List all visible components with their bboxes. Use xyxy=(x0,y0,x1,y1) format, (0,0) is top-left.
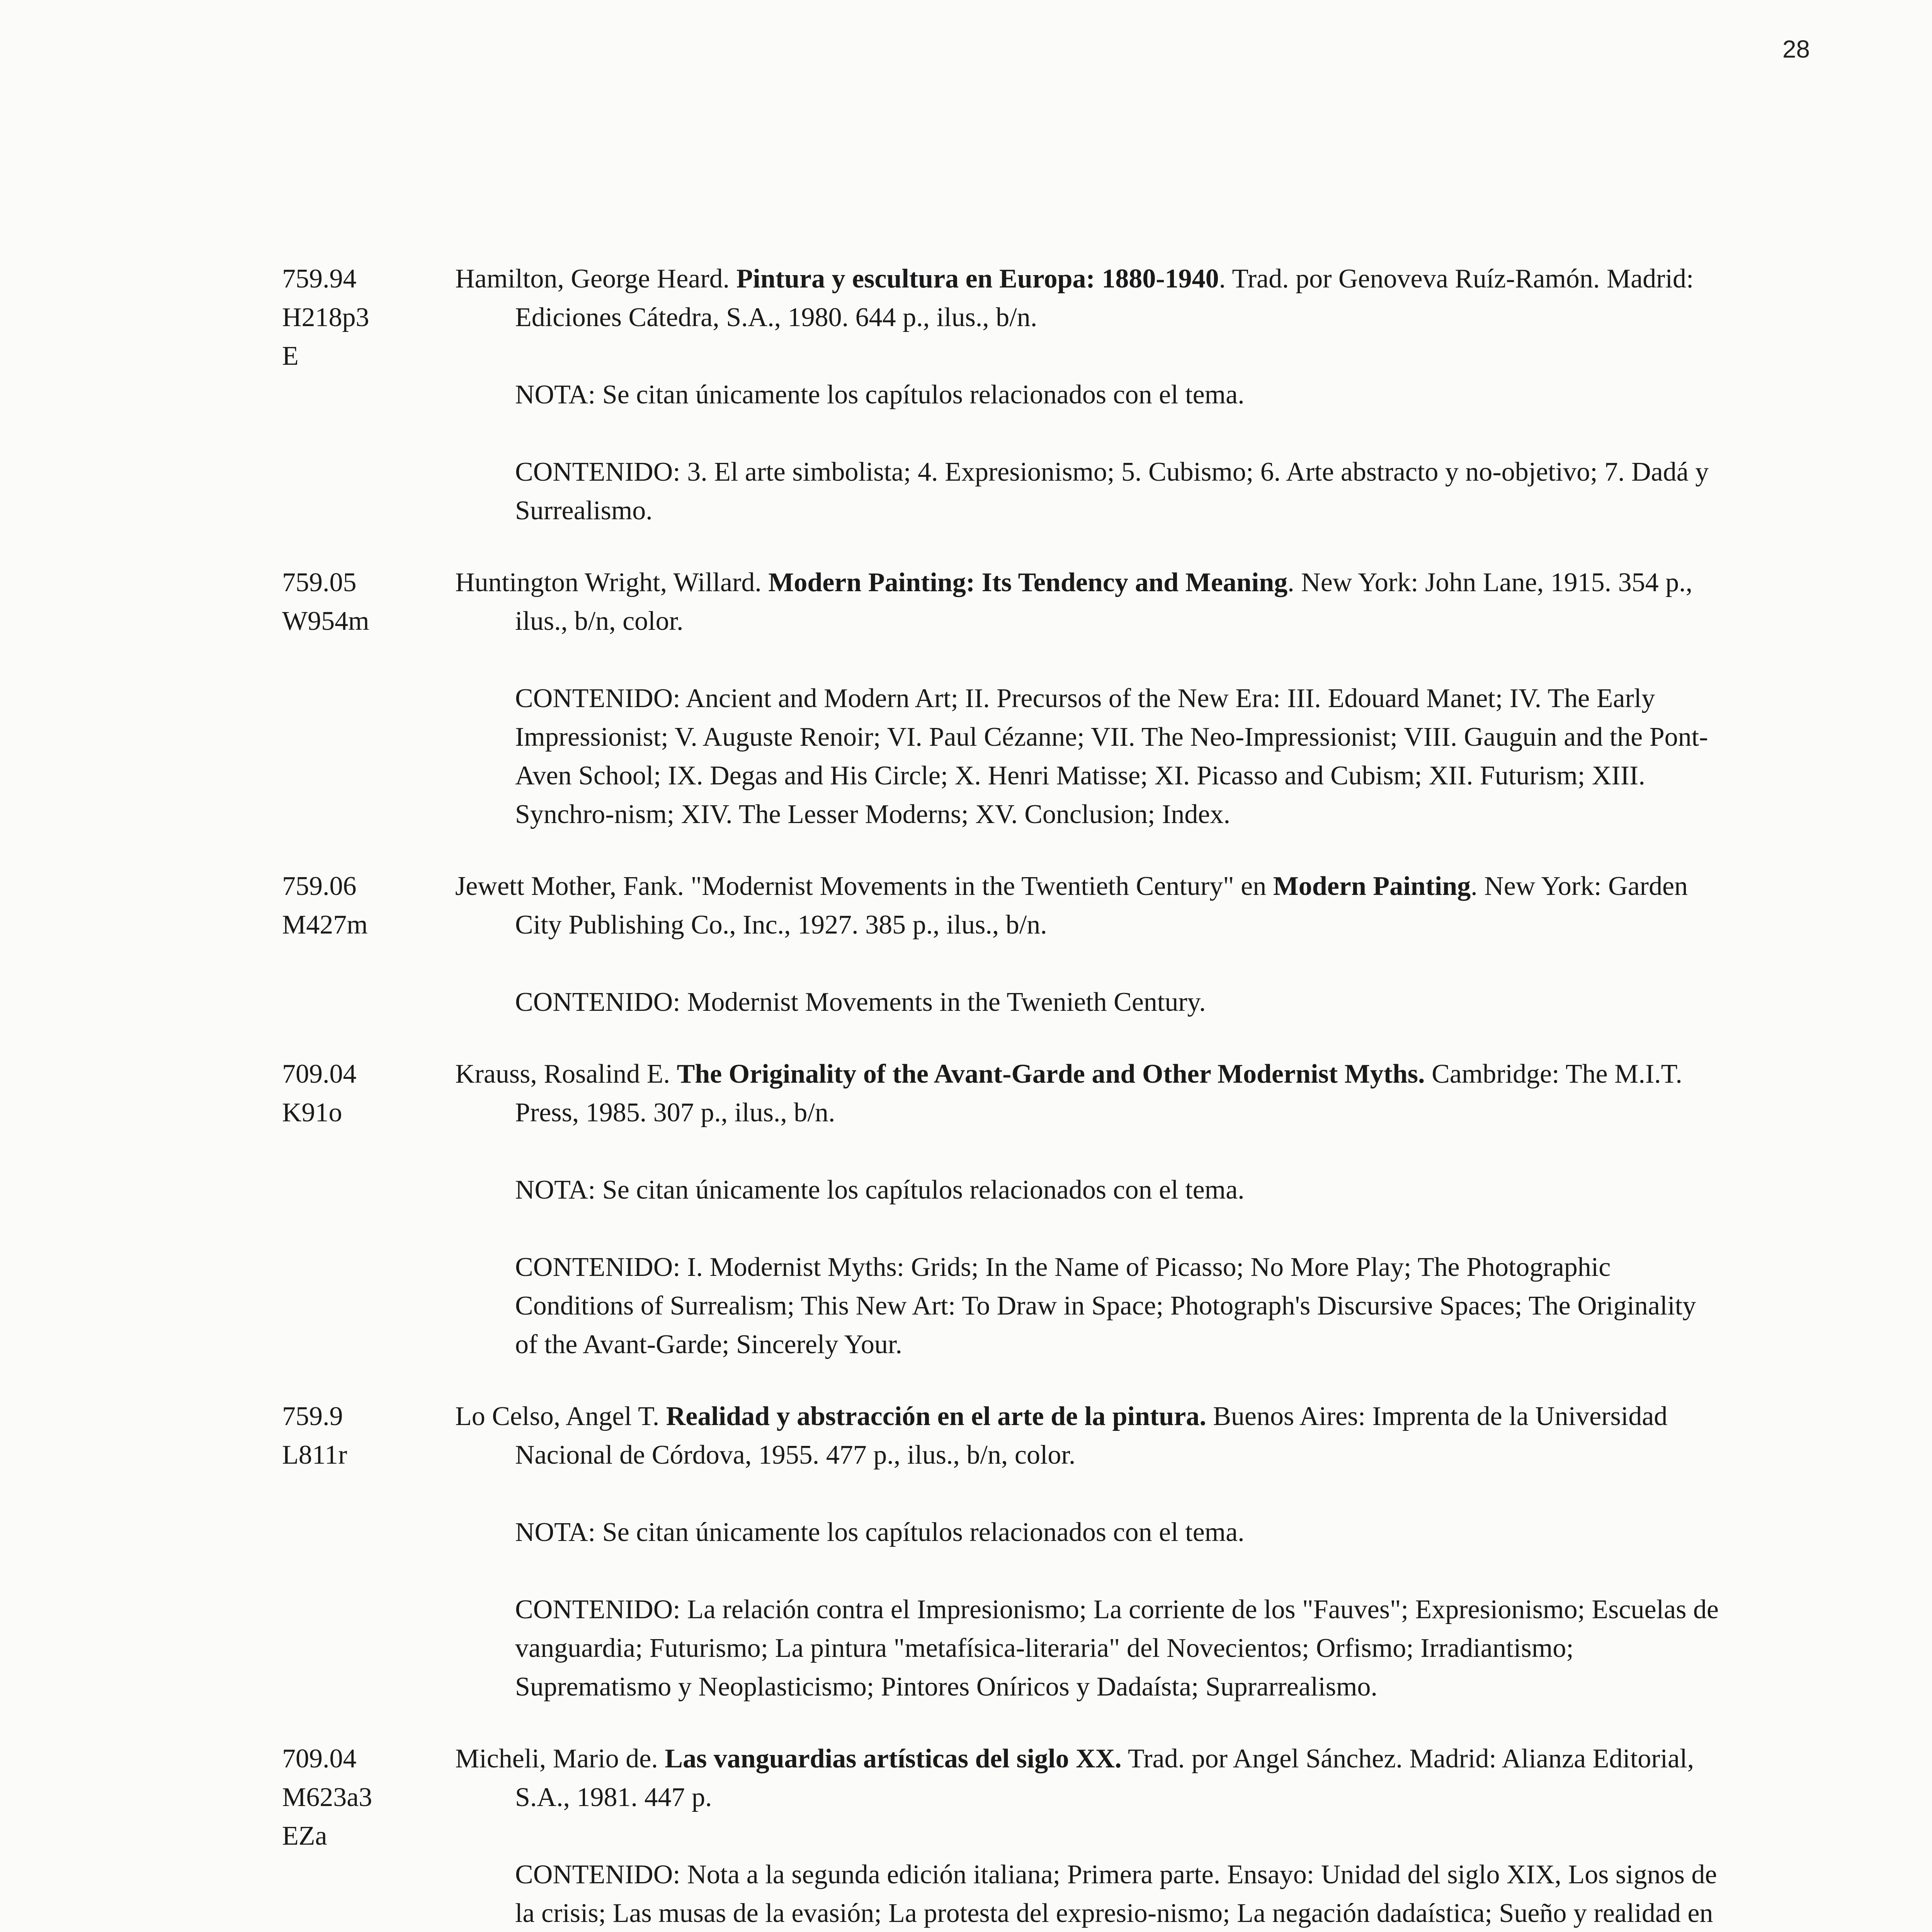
bibliography-entry xyxy=(282,563,1719,834)
nota: NOTA: Se citan únicamente los capítulos relacionados con el tema. xyxy=(515,1175,1245,1205)
citation xyxy=(455,1740,1719,1817)
author: Krauss, Rosalind E. xyxy=(455,1059,670,1089)
call-number xyxy=(282,563,448,641)
nota: NOTA: Se citan únicamente los capítulos relacionados con el tema. xyxy=(515,380,1245,410)
citation xyxy=(455,1055,1719,1132)
bibliography-entry xyxy=(282,867,1719,1022)
page-number: 28 xyxy=(1782,35,1810,63)
call-number-line: M623a3 xyxy=(282,1782,372,1812)
bibliography-entry xyxy=(282,1055,1719,1364)
call-number-line: W954m xyxy=(282,606,369,636)
call-number-line: M427m xyxy=(282,910,368,940)
call-number xyxy=(282,1740,448,1855)
call-number xyxy=(282,867,448,944)
author: Huntington Wright, Willard. xyxy=(455,568,762,597)
book-title: Modern Painting: Its Tendency and Meaning xyxy=(768,568,1288,597)
nota: NOTA: Se citan únicamente los capítulos relacionados con el tema. xyxy=(515,1517,1245,1547)
publication-details: . New York: Garden City Publishing Co., Inc., 1927. 385 p., ilus., b/n. xyxy=(515,871,1688,940)
author: Micheli, Mario de. xyxy=(455,1744,658,1774)
author: Hamilton, George Heard. xyxy=(455,264,730,294)
author: Lo Celso, Angel T. xyxy=(455,1401,660,1431)
publication-details: . New York: John Lane, 1915. 354 p., ilus., b/n, color. xyxy=(515,568,1693,636)
call-number-line: H218p3 xyxy=(282,303,369,332)
call-number-line: 709.04 xyxy=(282,1744,357,1774)
call-number-line: 709.04 xyxy=(282,1059,357,1089)
citation xyxy=(455,867,1719,944)
call-number-line: L811r xyxy=(282,1440,347,1470)
contenido: CONTENIDO: Modernist Movements in the Twenieth Century. xyxy=(515,987,1206,1017)
citation xyxy=(455,1397,1719,1475)
bibliography-entry xyxy=(282,1397,1719,1706)
chapter-title: "Modernist Movements in the Twentieth Century" en xyxy=(690,871,1267,901)
call-number-line: K91o xyxy=(282,1098,342,1128)
contenido: CONTENIDO: Nota a la segunda edición italiana; Primera parte. Ensayo: Unidad del siglo XIX, Los signos de la crisis; Las musas de la evasión; La protesta del expresio-nismo; La negación dadaística; Sueño y realidad en xyxy=(515,1860,1717,1928)
call-number xyxy=(282,1055,448,1132)
contenido: CONTENIDO: I. Modernist Myths: Grids; In the Name of Picasso; No More Play; The Photographic Conditions of Surrealism; This New Art: To Draw in Space; Photograph's Discursive Spaces; The Originality of the Avant-Garde; Sincerely Your. xyxy=(515,1252,1696,1359)
call-number-line: EZa xyxy=(282,1821,327,1851)
call-number-line: 759.94 xyxy=(282,264,357,294)
bibliography-entry xyxy=(282,1740,1719,1932)
publication-details: Trad. por Angel Sánchez. Madrid: Alianza Editorial, S.A., 1981. 447 p. xyxy=(515,1744,1694,1812)
author: Jewett Mother, Fank. xyxy=(455,871,684,901)
publication-details: Buenos Aires: Imprenta de la Universidad Nacional de Córdova, 1955. 477 p., ilus., b/n, color. xyxy=(515,1401,1668,1470)
bibliography-entry xyxy=(282,260,1719,530)
contenido: CONTENIDO: 3. El arte simbolista; 4. Expresionismo; 5. Cubismo; 6. Arte abstracto y no-objetivo; 7. Dadá y Surrealismo. xyxy=(515,457,1709,526)
book-title: Modern Painting xyxy=(1273,871,1471,901)
citation xyxy=(455,563,1719,641)
bibliography-list xyxy=(282,260,1719,1932)
publication-details: Cambridge: The M.I.T. Press, 1985. 307 p., ilus., b/n. xyxy=(515,1059,1682,1128)
call-number-line: 759.05 xyxy=(282,568,357,597)
book-title: Realidad y abstracción en el arte de la pintura. xyxy=(666,1401,1206,1431)
contenido: CONTENIDO: La relación contra el Impresionismo; La corriente de los "Fauves"; Expresionismo; Escuelas de vanguardia; Futurismo; La pintura "metafísica-literaria" del Novecientos; Orfismo; Irradiantismo; Suprematismo y Neoplasticismo; Pintores Oníricos y Dadaísta; Suprarrealismo. xyxy=(515,1595,1719,1702)
publication-details: . Trad. por Genoveva Ruíz-Ramón. Madrid: Ediciones Cátedra, S.A., 1980. 644 p., ilus., b/n. xyxy=(515,264,1694,332)
citation xyxy=(455,260,1719,337)
call-number xyxy=(282,1397,448,1475)
call-number-line: 759.9 xyxy=(282,1401,343,1431)
book-title: Pintura y escultura en Europa: 1880-1940 xyxy=(736,264,1219,294)
contenido: CONTENIDO: Ancient and Modern Art; II. Precursos of the New Era: III. Edouard Manet; IV. The Early Impressionist; V. Auguste Renoir; VI. Paul Cézanne; VII. The Neo-Impressionist; VIII. Gauguin and the Pont-Aven School; IX. Degas and His Circle; X. Henri Matisse; XI. Picasso and Cubism; XII. Futurism; XIII. Synchro-nism; XIV. The Lesser Moderns; XV. Conclusion; Index. xyxy=(515,684,1708,829)
book-title: The Originality of the Avant-Garde and Other Modernist Myths. xyxy=(677,1059,1425,1089)
call-number-line: E xyxy=(282,341,299,371)
book-title: Las vanguardias artísticas del siglo XX. xyxy=(665,1744,1122,1774)
call-number xyxy=(282,260,448,376)
call-number-line: 759.06 xyxy=(282,871,357,901)
